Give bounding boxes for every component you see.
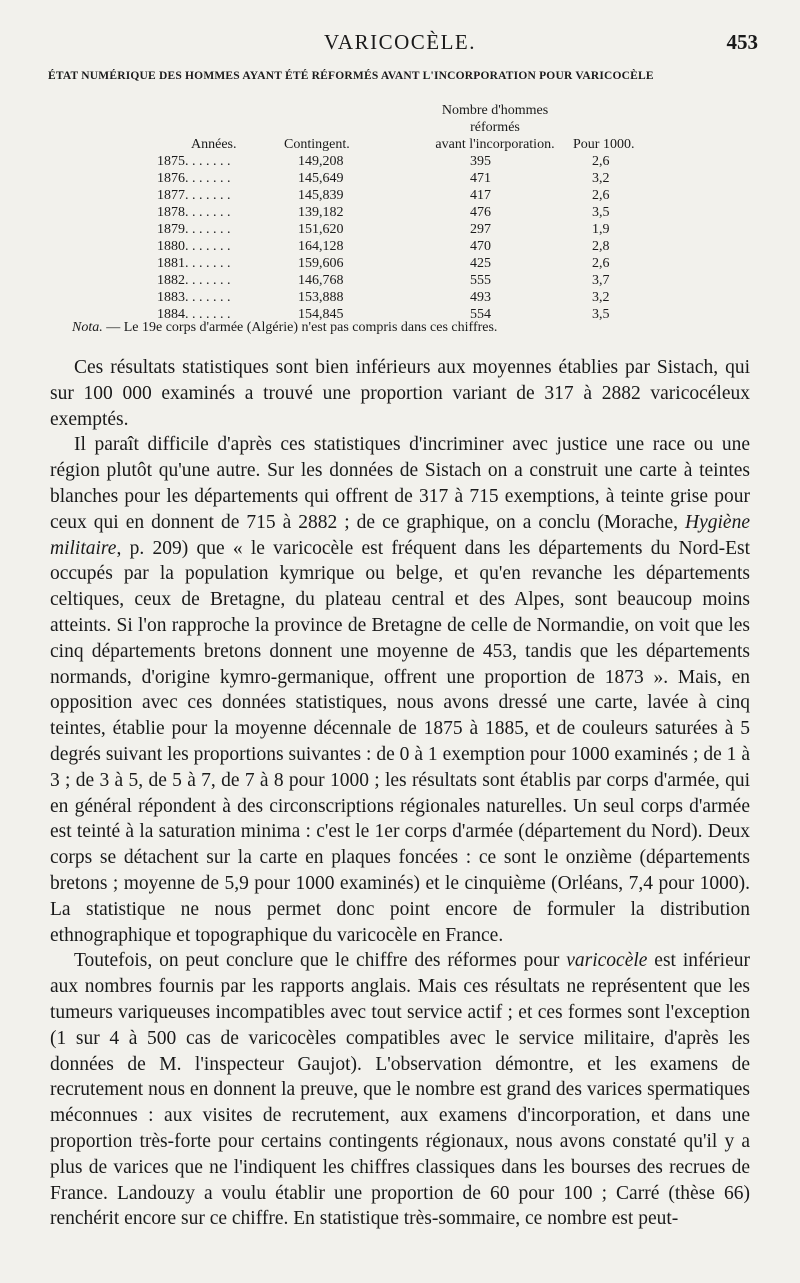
cell-year: 1875. . . . . . . xyxy=(157,154,231,169)
cell-per-thousand: 3,7 xyxy=(592,273,610,288)
book-title-reference: Hygiène militaire xyxy=(50,511,750,559)
paragraph-2 xyxy=(50,432,750,948)
header-contingent: Contingent. xyxy=(284,137,350,152)
cell-reformed: 493 xyxy=(470,290,491,305)
table-row xyxy=(0,273,800,291)
body-text xyxy=(50,355,750,1232)
header-reformed-line3: avant l'incorporation. xyxy=(435,137,555,152)
running-title: VARICOCÈLE. xyxy=(323,30,477,54)
cell-reformed: 555 xyxy=(470,273,491,288)
page-number: 453 xyxy=(726,30,758,54)
cell-contingent: 159,606 xyxy=(298,256,344,271)
cell-reformed: 297 xyxy=(470,222,491,237)
paragraph-3-part-b: est inférieur aux nombres fournis par les rapports anglais. Mais ces résultats ne représentent que les tumeurs variqueuses incompatibles avec tout service actif ; et ces formes sont l'exception (1 sur 4 à 500 cas de varicocèles compatibles avec le service militaire, d'après les données de M. l'inspecteur Gaujot). L'observation démontre, et les examens de recrutement nous en donnent la preuve, que le nombre est grand des varices spermatiques méconnues : aux visites de recrutement, aux examens d'incorporation, et dans une proportion très-forte pour certains contingents régionaux, nous avons constaté qu'il y a plus de varices que ne l'indiquent les chiffres classiques dans les bourses des recrues de France. Landouzy a voulu établir une proportion de 60 pour 100 ; Carré (thèse 66) renchérit encore sur ce chiffre. En statistique très-sommaire, ce nombre est peut- xyxy=(50,950,750,1230)
cell-year: 1884. . . . . . . xyxy=(157,307,231,322)
cell-year: 1881. . . . . . . xyxy=(157,256,231,271)
cell-contingent: 145,649 xyxy=(298,171,344,186)
table-row xyxy=(0,222,800,240)
cell-contingent: 145,839 xyxy=(298,188,344,203)
header-reformed-line2: réformés xyxy=(470,120,520,135)
cell-contingent: 146,768 xyxy=(298,273,344,288)
table-row xyxy=(0,239,800,257)
cell-reformed: 554 xyxy=(470,307,491,322)
cell-reformed: 476 xyxy=(470,205,491,220)
cell-year: 1877. . . . . . . xyxy=(157,188,231,203)
table-row xyxy=(0,171,800,189)
cell-reformed: 471 xyxy=(470,171,491,186)
table-row xyxy=(0,188,800,206)
running-head xyxy=(0,30,800,60)
header-year: Années. xyxy=(191,137,237,152)
cell-contingent: 139,182 xyxy=(298,205,344,220)
cell-contingent: 154,845 xyxy=(298,307,344,322)
paragraph-3-part-a: Toutefois, on peut conclure que le chiffre des réformes pour xyxy=(74,950,567,972)
table-note-label: Nota. xyxy=(72,320,103,335)
paragraph-2-part-a: Il paraît difficile d'après ces statistiques d'incriminer avec justice une race ou une région plutôt qu'une autre. Sur les données de Sistach on a construit une carte à teintes blanches pour les départements qui offrent de 317 à 715 exemptions, à teinte grise pour ceux qui en donnent de 715 à 2882 ; de ce graphique, on a conclu (Morache, xyxy=(50,434,750,533)
table-row xyxy=(0,256,800,274)
cell-contingent: 149,208 xyxy=(298,154,344,169)
cell-year: 1880. . . . . . . xyxy=(157,239,231,254)
paragraph-3 xyxy=(50,948,750,1232)
cell-per-thousand: 3,2 xyxy=(592,171,610,186)
header-reformed-line1: Nombre d'hommes xyxy=(441,103,549,118)
cell-per-thousand: 2,6 xyxy=(592,256,610,271)
paragraph-1: Ces résultats statistiques sont bien inférieurs aux moyennes établies par Sistach, qui sur 100 000 examinés a trouvé une proportion variant de 317 à 2882 varicocéleux exemptés. xyxy=(50,357,750,430)
cell-reformed: 395 xyxy=(470,154,491,169)
cell-year: 1876. . . . . . . xyxy=(157,171,231,186)
cell-contingent: 153,888 xyxy=(298,290,344,305)
cell-year: 1879. . . . . . . xyxy=(157,222,231,237)
table-row xyxy=(0,205,800,223)
cell-per-thousand: 3,5 xyxy=(592,205,610,220)
table-note-text: — Le 19e corps d'armée (Algérie) n'est pas compris dans ces chiffres. xyxy=(102,320,498,335)
cell-per-thousand: 1,9 xyxy=(592,222,610,237)
cell-year: 1882. . . . . . . xyxy=(157,273,231,288)
header-per-thousand: Pour 1000. xyxy=(573,137,635,152)
cell-contingent: 164,128 xyxy=(298,239,344,254)
table-title: ÉTAT NUMÉRIQUE DES HOMMES AYANT ÉTÉ RÉFORMÉS AVANT L'INCORPORATION POUR VARICOCÈLE xyxy=(48,70,654,82)
cell-per-thousand: 2,6 xyxy=(592,154,610,169)
cell-year: 1878. . . . . . . xyxy=(157,205,231,220)
paragraph-2-part-b: , p. 209) que « le varicocèle est fréquent dans les départements du Nord-Est occupés par la population kymrique ou belge, et qu'en revanche les départements celtiques, ceux de Bretagne, du plateau central et des Alpes, sont beaucoup moins atteints. Si l'on rapproche la province de Bretagne de celle de Normandie, on voit que les cinq départements bretons donnent une moyenne de 453, tandis que les départements normands, d'origine kymro-germanique, offrent une proportion de 1873 ». Mais, en opposition avec ces données statistiques, nous avons dressé une carte, lavée à cinq teintes, établie pour la moyenne décennale de 1875 à 1885, et de couleurs saturées à 5 degrés suivant les proportions suivantes : de 0 à 1 exemption pour 1000 examinés ; de 1 à 3 ; de 3 à 5, de 5 à 7, de 7 à 8 pour 1000 ; les résultats sont établis par corps d'armée, qui en général répondent à des circonscriptions régionales naturelles. Un seul corps d'armée est teinté à la saturation minima : c'est le 1er corps d'armée (département du Nord). Deux corps se détachent sur la carte en plaques foncées : ce sont le onzième (départements bretons ; moyenne de 5,9 pour 1000 examinés) et le cinquième (Orléans, 7,4 pour 1000). La statistique ne nous permet donc point encore de formuler la distribution ethnographique et topographique du varicocèle en France. xyxy=(50,537,750,946)
cell-year: 1883. . . . . . . xyxy=(157,290,231,305)
term-varicocele: varicocèle xyxy=(566,950,648,972)
cell-per-thousand: 2,8 xyxy=(592,239,610,254)
cell-per-thousand: 3,2 xyxy=(592,290,610,305)
table-row xyxy=(0,154,800,172)
table-note xyxy=(72,320,497,336)
cell-reformed: 470 xyxy=(470,239,491,254)
cell-per-thousand: 3,5 xyxy=(592,307,610,322)
cell-reformed: 417 xyxy=(470,188,491,203)
table-row xyxy=(0,290,800,308)
cell-reformed: 425 xyxy=(470,256,491,271)
cell-contingent: 151,620 xyxy=(298,222,344,237)
cell-per-thousand: 2,6 xyxy=(592,188,610,203)
